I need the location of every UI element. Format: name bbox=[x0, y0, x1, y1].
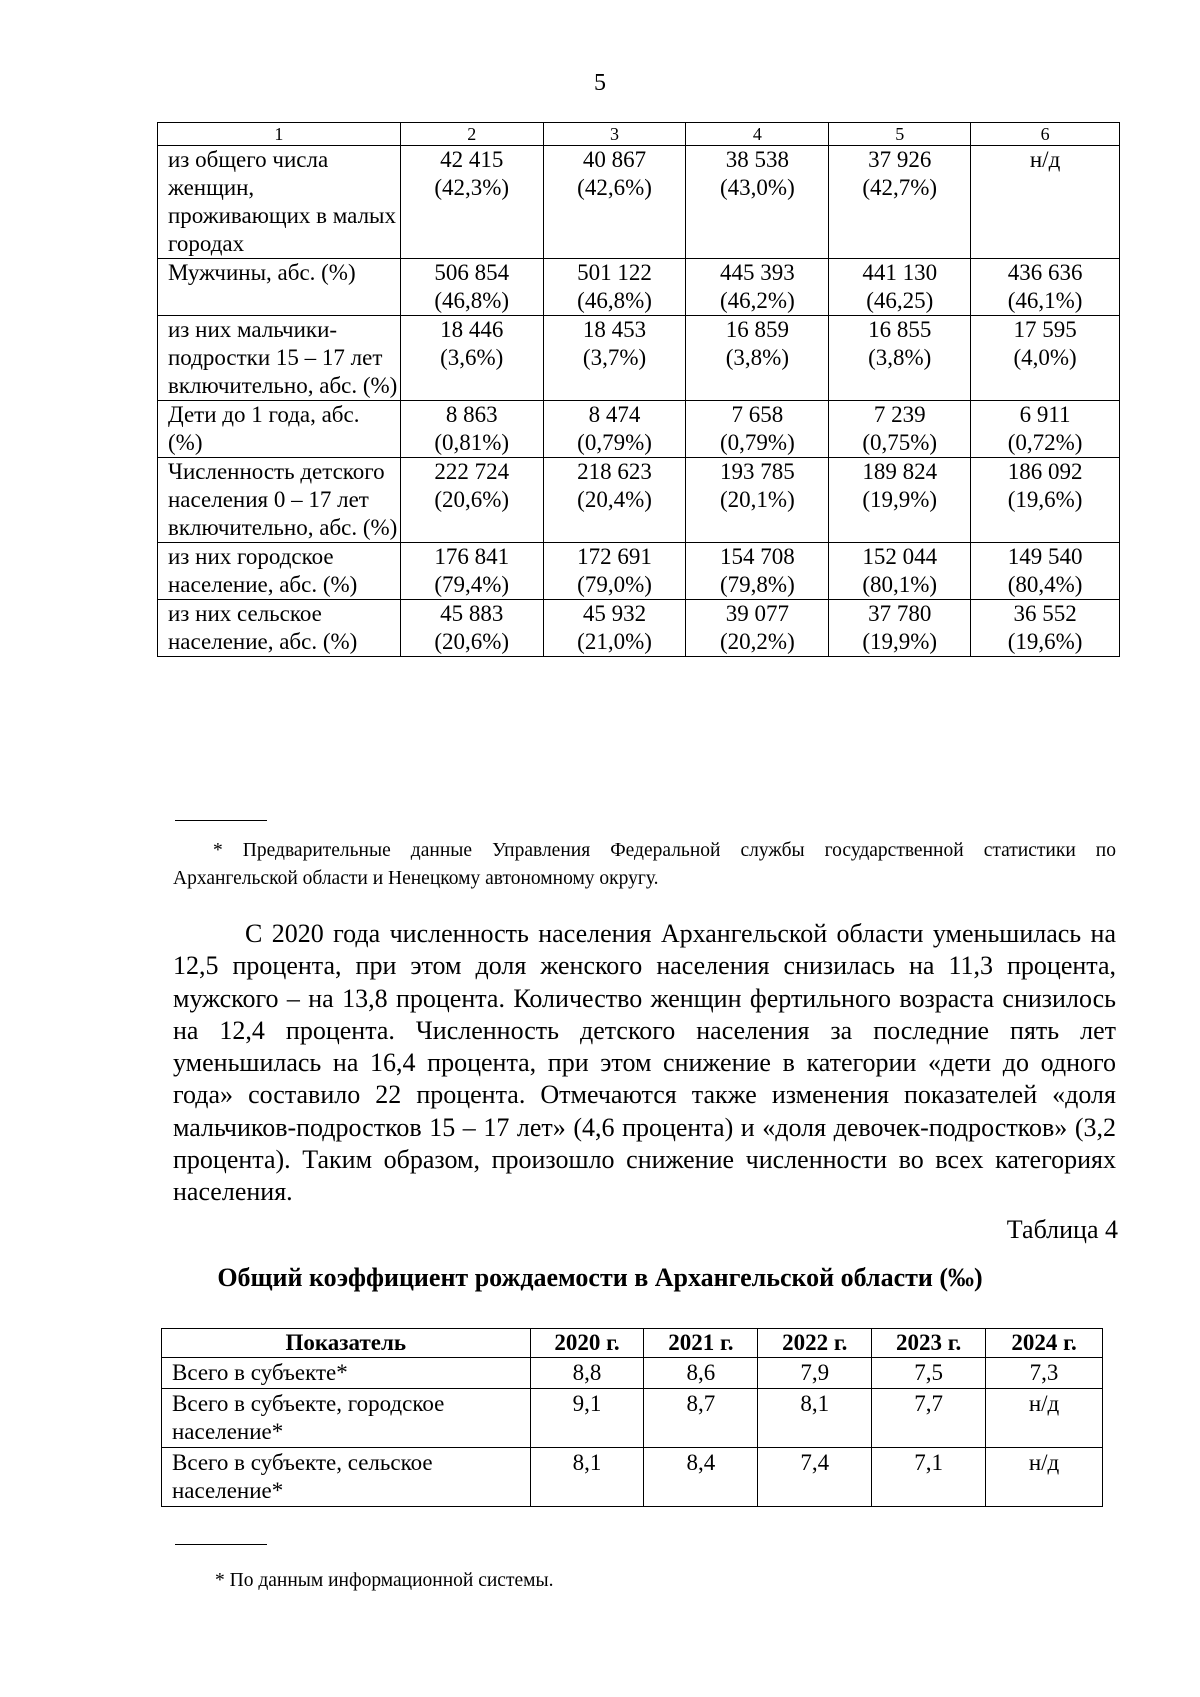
cell-value: 154 708 bbox=[720, 544, 795, 569]
table-header-row bbox=[158, 123, 1120, 146]
cell-value: 45 932 bbox=[582, 601, 647, 626]
cell-value: 222 724 bbox=[434, 459, 510, 484]
table-row bbox=[158, 146, 1120, 259]
body-paragraph: С 2020 года численность населения Архангельской области уменьшилась на 12,5 процента, при этом доля женского населения снизилась на 11,3 процента, мужского – на 13,8 процента. Количество женщин фертильного возраста снизилось на 12,4 процента. Численность детского населения за последние пять лет уменьшилась на 16,4 процента, при этом снижение в категории «дети до одного года» составило 22 процента. Отмечаются также изменения показателей «доля мальчиков-подростков 15 – 17 лет» (4,6 процента) и «доля девочек-подростков» (3,2 процента). Таким образом, произошло снижение численности во всех категориях населения. bbox=[173, 919, 1116, 1207]
table-cell: 7,3 bbox=[986, 1358, 1103, 1389]
table-cell bbox=[400, 259, 543, 316]
cell-percent: (3,8%) bbox=[868, 345, 932, 370]
birth-rate-table bbox=[161, 1328, 1103, 1507]
table-cell: 9,1 bbox=[530, 1389, 644, 1448]
cell-percent: (80,4%) bbox=[1007, 572, 1083, 597]
table-cell bbox=[400, 543, 543, 600]
column-number: 6 bbox=[971, 123, 1120, 146]
table-cell bbox=[400, 600, 543, 657]
table-cell: н/д bbox=[986, 1448, 1103, 1507]
cell-value: 18 446 bbox=[440, 317, 504, 342]
cell-value: 18 453 bbox=[582, 317, 647, 342]
cell-percent: (0,79%) bbox=[720, 430, 795, 455]
table-row bbox=[158, 543, 1120, 600]
table-row bbox=[158, 316, 1120, 401]
cell-value: 17 595 bbox=[1013, 317, 1077, 342]
table-cell bbox=[543, 259, 686, 316]
cell-value: 193 785 bbox=[720, 459, 795, 484]
cell-percent: (19,6%) bbox=[1007, 487, 1083, 512]
table-cell bbox=[543, 316, 686, 401]
table-title: Общий коэффициент рождаемости в Архангельской области (‰) bbox=[217, 1263, 983, 1292]
table-cell bbox=[543, 600, 686, 657]
table-row bbox=[162, 1358, 1103, 1389]
footnote-separator bbox=[175, 1544, 267, 1545]
table-cell bbox=[686, 458, 829, 543]
table-cell bbox=[543, 543, 686, 600]
table-cell bbox=[829, 316, 971, 401]
cell-value: 501 122 bbox=[577, 260, 652, 285]
column-number: 4 bbox=[686, 123, 829, 146]
table-cell: н/д bbox=[986, 1389, 1103, 1448]
table-cell: 7,1 bbox=[872, 1448, 986, 1507]
column-number: 5 bbox=[829, 123, 971, 146]
row-label: из них мальчики-подростки 15 – 17 лет включительно, абс. (%) bbox=[158, 316, 401, 401]
population-table bbox=[157, 122, 1120, 657]
table-cell: 8,7 bbox=[644, 1389, 758, 1448]
cell-percent: (0,81%) bbox=[434, 430, 510, 455]
page-number: 5 bbox=[594, 70, 606, 96]
table-row bbox=[162, 1448, 1103, 1507]
cell-percent: (79,0%) bbox=[577, 572, 652, 597]
cell-value: 149 540 bbox=[1007, 544, 1083, 569]
column-header: Показатель bbox=[162, 1329, 531, 1358]
row-label: из них сельское население, абс. (%) bbox=[158, 600, 401, 657]
cell-percent: (79,8%) bbox=[720, 572, 795, 597]
cell-value: 6 911 bbox=[1019, 402, 1071, 427]
cell-percent: (19,9%) bbox=[862, 487, 938, 512]
table-cell bbox=[971, 600, 1120, 657]
cell-value: 36 552 bbox=[1013, 601, 1077, 626]
column-header: 2024 г. bbox=[986, 1329, 1103, 1358]
cell-percent: (46,8%) bbox=[577, 288, 652, 313]
column-number: 1 bbox=[158, 123, 401, 146]
cell-value: 45 883 bbox=[440, 601, 504, 626]
cell-value: 16 855 bbox=[868, 317, 932, 342]
cell-value: 39 077 bbox=[725, 601, 790, 626]
cell-percent: (79,4%) bbox=[434, 572, 510, 597]
row-label: из них городское население, абс. (%) bbox=[158, 543, 401, 600]
table-cell bbox=[971, 316, 1120, 401]
table-cell bbox=[686, 259, 829, 316]
cell-value: 42 415 bbox=[440, 147, 504, 172]
cell-value: 7 239 bbox=[873, 402, 926, 427]
cell-percent: (4,0%) bbox=[1013, 345, 1077, 370]
cell-percent: (3,8%) bbox=[725, 345, 789, 370]
row-label: Численность детского населения 0 – 17 лет включительно, абс. (%) bbox=[158, 458, 401, 543]
table-cell: 7,4 bbox=[758, 1448, 872, 1507]
cell-percent: (20,2%) bbox=[720, 629, 795, 654]
table-cell: 7,5 bbox=[872, 1358, 986, 1389]
cell-percent: (20,6%) bbox=[434, 487, 510, 512]
table-cell: 8,8 bbox=[530, 1358, 644, 1389]
table-label: Таблица 4 bbox=[1006, 1215, 1118, 1244]
table-cell bbox=[971, 146, 1120, 259]
table-cell bbox=[971, 543, 1120, 600]
table-cell bbox=[829, 458, 971, 543]
column-header: 2023 г. bbox=[872, 1329, 986, 1358]
cell-value: 176 841 bbox=[434, 544, 510, 569]
column-number: 2 bbox=[400, 123, 543, 146]
table-cell bbox=[400, 316, 543, 401]
footnote-info-system: * По данным информационной системы. bbox=[215, 1570, 554, 1591]
cell-value: 40 867 bbox=[582, 147, 647, 172]
cell-percent: (21,0%) bbox=[577, 629, 652, 654]
row-label: Всего в субъекте, городское население* bbox=[162, 1389, 531, 1448]
cell-value: 8 863 bbox=[445, 402, 498, 427]
column-header: 2020 г. bbox=[530, 1329, 644, 1358]
cell-percent: (20,6%) bbox=[434, 629, 510, 654]
cell-percent: (3,7%) bbox=[582, 345, 647, 370]
table-cell bbox=[829, 259, 971, 316]
row-label: Всего в субъекте, сельское население* bbox=[162, 1448, 531, 1507]
table-cell bbox=[829, 600, 971, 657]
table-cell: 8,1 bbox=[530, 1448, 644, 1507]
cell-value: 152 044 bbox=[862, 544, 938, 569]
cell-percent: (0,75%) bbox=[862, 430, 938, 455]
cell-value: 37 780 bbox=[868, 601, 932, 626]
cell-percent: (42,3%) bbox=[434, 175, 510, 200]
table-row bbox=[158, 401, 1120, 458]
cell-value: н/д bbox=[1029, 147, 1061, 172]
table-cell bbox=[971, 401, 1120, 458]
cell-percent: (20,4%) bbox=[577, 487, 652, 512]
table-cell bbox=[971, 259, 1120, 316]
footnote-separator bbox=[175, 820, 267, 821]
cell-percent: (19,9%) bbox=[862, 629, 938, 654]
cell-value: 37 926 bbox=[868, 147, 932, 172]
row-label: Мужчины, абс. (%) bbox=[158, 259, 401, 316]
table-cell bbox=[543, 401, 686, 458]
cell-percent: (20,1%) bbox=[720, 487, 795, 512]
table-cell bbox=[971, 458, 1120, 543]
cell-percent: (46,25) bbox=[866, 288, 934, 313]
table-cell: 7,9 bbox=[758, 1358, 872, 1389]
table-row bbox=[158, 600, 1120, 657]
table-header-row bbox=[162, 1329, 1103, 1358]
row-label: Дети до 1 года, абс. (%) bbox=[158, 401, 401, 458]
cell-value: 38 538 bbox=[725, 147, 790, 172]
table-cell: 8,6 bbox=[644, 1358, 758, 1389]
table-cell bbox=[829, 146, 971, 259]
table-row bbox=[158, 259, 1120, 316]
column-header: 2021 г. bbox=[644, 1329, 758, 1358]
cell-percent: (42,7%) bbox=[862, 175, 938, 200]
cell-percent: (42,6%) bbox=[577, 175, 652, 200]
row-label: из общего числа женщин, проживающих в малых городах bbox=[158, 146, 401, 259]
cell-percent: (43,0%) bbox=[720, 175, 795, 200]
cell-percent: (19,6%) bbox=[1007, 629, 1083, 654]
cell-value: 7 658 bbox=[731, 402, 784, 427]
cell-percent: (46,8%) bbox=[434, 288, 510, 313]
table-cell bbox=[400, 146, 543, 259]
cell-value: 506 854 bbox=[434, 260, 510, 285]
table-cell bbox=[400, 401, 543, 458]
table-cell bbox=[686, 401, 829, 458]
footnote-rosstat: * Предварительные данные Управления Федеральной службы государственной статистики по Архангельской области и Ненецкому автономному округу. bbox=[173, 840, 1116, 889]
cell-percent: (0,72%) bbox=[1007, 430, 1083, 455]
cell-value: 8 474 bbox=[588, 402, 641, 427]
table-cell bbox=[543, 458, 686, 543]
table-cell bbox=[686, 543, 829, 600]
table-row bbox=[158, 458, 1120, 543]
row-label: Всего в субъекте* bbox=[162, 1358, 531, 1389]
cell-percent: (46,1%) bbox=[1007, 288, 1083, 313]
cell-percent: (3,6%) bbox=[440, 345, 504, 370]
column-header: 2022 г. bbox=[758, 1329, 872, 1358]
cell-percent: (80,1%) bbox=[862, 572, 938, 597]
cell-value: 436 636 bbox=[1007, 260, 1083, 285]
cell-percent: (0,79%) bbox=[577, 430, 652, 455]
cell-value: 218 623 bbox=[577, 459, 652, 484]
table-cell: 8,4 bbox=[644, 1448, 758, 1507]
table-cell bbox=[829, 401, 971, 458]
cell-value: 445 393 bbox=[720, 260, 795, 285]
table-cell bbox=[686, 146, 829, 259]
cell-percent: (46,2%) bbox=[720, 288, 795, 313]
table-cell: 7,7 bbox=[872, 1389, 986, 1448]
cell-value: 16 859 bbox=[725, 317, 790, 342]
cell-value: 441 130 bbox=[862, 260, 938, 285]
table-cell bbox=[543, 146, 686, 259]
column-number: 3 bbox=[543, 123, 686, 146]
cell-value: 186 092 bbox=[1007, 459, 1083, 484]
table-cell: 8,1 bbox=[758, 1389, 872, 1448]
table-cell bbox=[400, 458, 543, 543]
table-cell bbox=[686, 316, 829, 401]
cell-value: 172 691 bbox=[577, 544, 652, 569]
table-row bbox=[162, 1389, 1103, 1448]
table-cell bbox=[686, 600, 829, 657]
table-cell bbox=[829, 543, 971, 600]
cell-value: 189 824 bbox=[862, 459, 938, 484]
